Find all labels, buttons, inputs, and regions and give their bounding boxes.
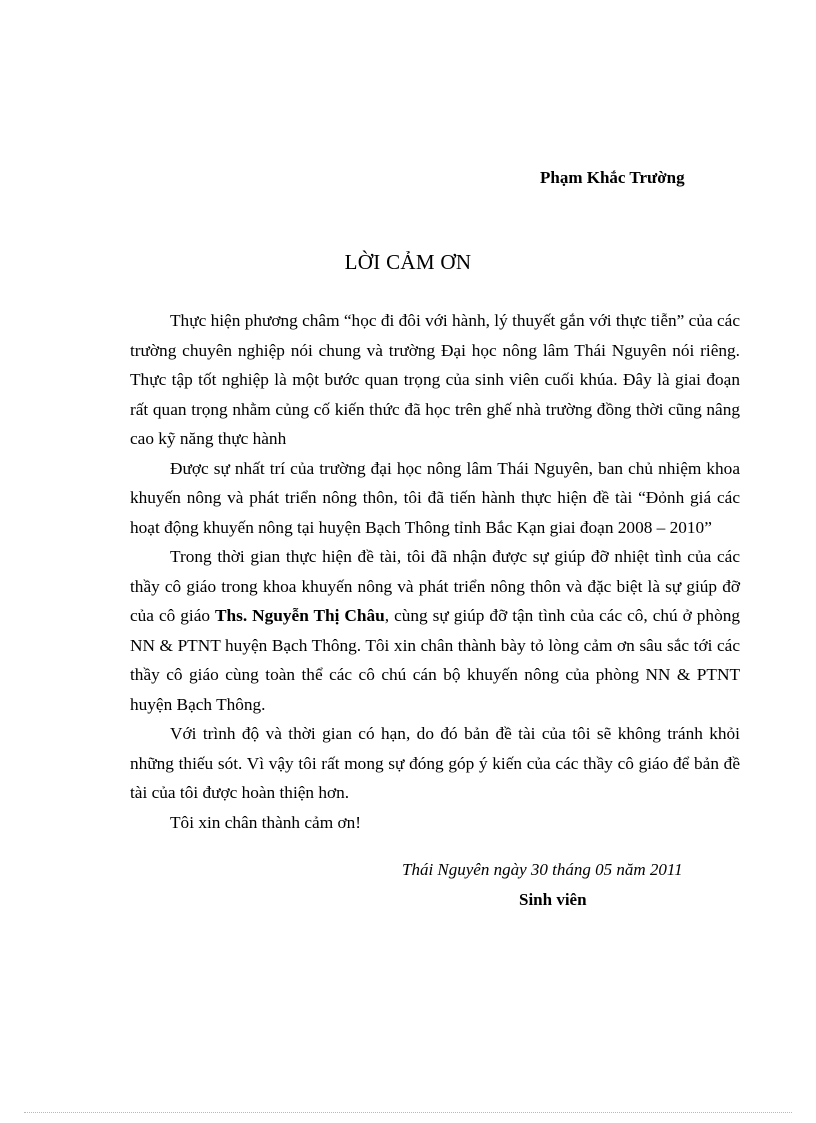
paragraph-3 — [130, 542, 740, 719]
signer-label: Sinh viên — [519, 890, 587, 909]
advisor-name: Ths. Nguyễn Thị Châu — [215, 606, 385, 625]
page-title: LỜI CẢM ƠN — [344, 250, 472, 274]
paragraph-3-rest: , cùng sự giúp đỡ tận tình của các cô, chú ở phòng NN & PTNT huyện Bạch Thông. Tôi xin chân thành bày tỏ lòng cảm ơn sâu sắc tới các thầy cô giáo cùng toàn thể các cô chú cán bộ khuyến nông của phòng NN & PTNT huyện Bạch Thông. — [130, 606, 740, 714]
page-bottom-divider — [24, 1112, 792, 1113]
date-line: Thái Nguyên ngày 30 tháng 05 năm 2011 — [402, 860, 683, 879]
paragraph-1: Thực hiện phương châm “học đi đôi với hành, lý thuyết gắn với thực tiễn” của các trường chuyên nghiệp nói chung và trường Đại học nông lâm Thái Nguyên nói riêng. Thực tập tốt nghiệp là một bước quan trọng của sinh viên cuối khúa. Đây là giai đoạn rất quan trọng nhằm củng cố kiến thức đã học trên ghế nhà trường đồng thời cũng nâng cao kỹ năng thực hành — [130, 311, 740, 448]
paragraph-5: Tôi xin chân thành cảm ơn! — [170, 812, 362, 832]
paragraph-2: Được sự nhất trí của trường đại học nông lâm Thái Nguyên, ban chủ nhiệm khoa khuyến nông và phát triển nông thôn, tôi đã tiến hành thực hiện đề tài “Đỏnh giá các hoạt động khuyến nông tại huyện Bạch Thông tỉnh Bắc Kạn giai đoạn 2008 – 2010” — [130, 458, 740, 537]
paragraph-3-intro: Trong thời gian thực hiện đề tài, tôi đã nhận được sự giúp đỡ nhiệt tình của các thầy cô giáo trong khoa khuyến nông và phát triển nông thôn và đặc biệt là sự giúp đỡ của cô giáo — [130, 547, 740, 625]
acknowledgement-body — [130, 306, 740, 837]
author-name: Phạm Khắc Trường — [540, 168, 685, 187]
paragraph-4: Với trình độ và thời gian có hạn, do đó bản đề tài của tôi sẽ không tránh khỏi những thiếu sót. Vì vậy tôi rất mong sự đóng góp ý kiến của các thầy cô giáo để bản đề tài của tôi được hoàn thiện hơn. — [130, 724, 740, 802]
